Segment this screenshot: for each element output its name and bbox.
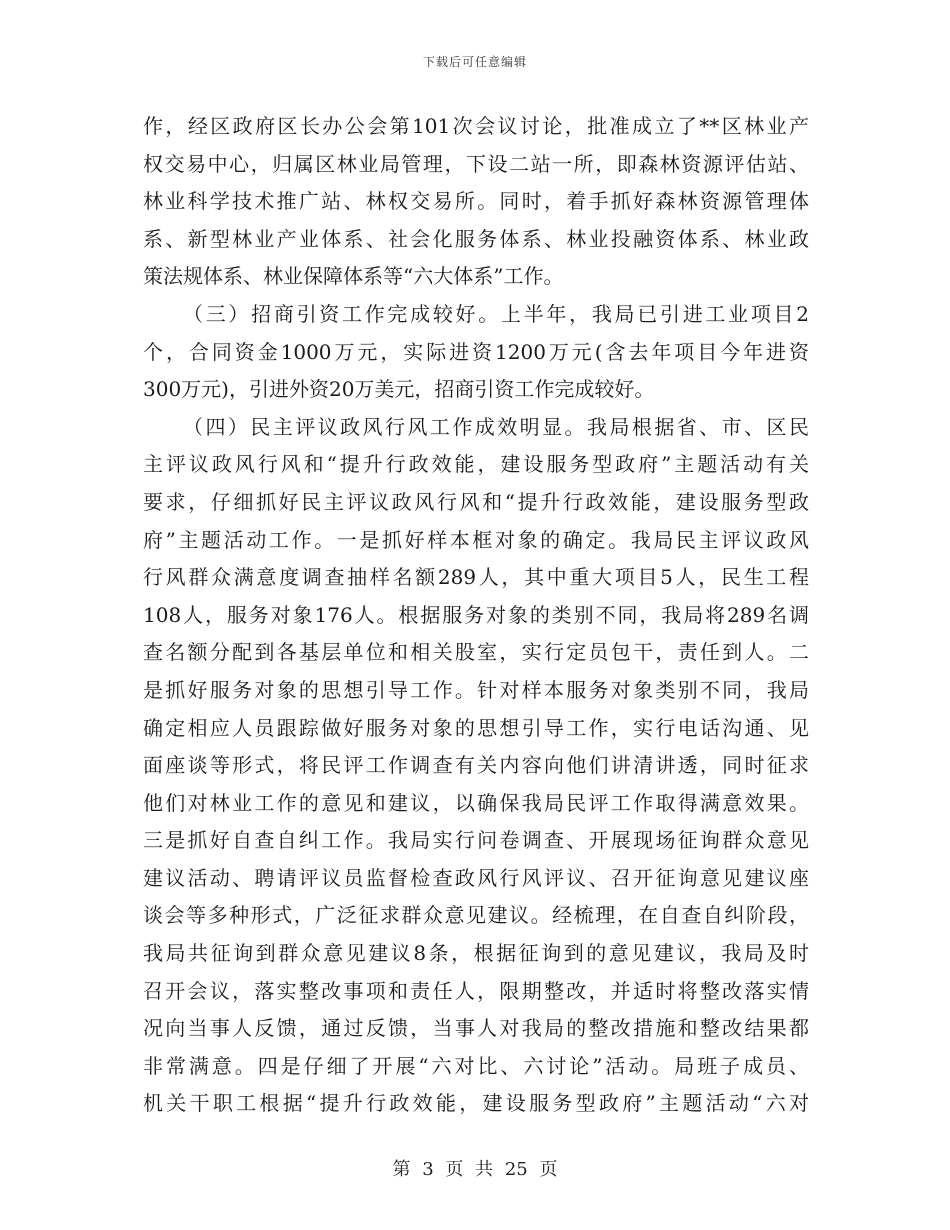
- body-text-line: 作，经区政府区长办公会第101次会议讨论，批准成立了**区林业产: [143, 114, 809, 138]
- body-text-line: 是抓好服务对象的思想引导工作。针对样本服务对象类别不同，我局: [143, 677, 809, 702]
- page-header: 下载后可任意编辑: [422, 55, 527, 69]
- body-text-line: 谈会等多种形式，广泛征求群众意见建议。经梳理，在自查自纠阶段，: [143, 903, 809, 928]
- body-text-line: 三是抓好自查自纠工作。我局实行问卷调查、开展现场征询群众意见: [143, 828, 809, 853]
- page-footer: 第 3 页 共 25 页: [392, 1159, 558, 1180]
- body-text-line: 面座谈等形式，将民评工作调查有关内容向他们讲清讲透，同时征求: [143, 753, 809, 778]
- body-text-line: 权交易中心，归属区林业局管理，下设二站一所，即森林资源评估站、: [143, 151, 809, 176]
- body-text-line: （三）招商引资工作完成较好。上半年，我局已引进工业项目2: [183, 301, 809, 326]
- body-text-line: 策法规体系、林业保障体系等“六大体系”工作。: [143, 264, 564, 289]
- body-text-line: 林业科学技术推广站、林权交易所。同时，着手抓好森林资源管理体: [143, 189, 809, 214]
- body-text-line: 个，合同资金1000万元，实际进资1200万元(含去年项目今年进资: [143, 339, 809, 364]
- body-text-line: 行风群众满意度调查抽样名额289人，其中重大项目5人，民生工程: [143, 565, 809, 590]
- body-text-line: 系、新型林业产业体系、社会化服务体系、林业投融资体系、林业政: [143, 226, 809, 251]
- body-text-line: 建议活动、聘请评议员监督检查政风行风评议、召开征询意见建议座: [143, 865, 809, 890]
- body-text-line: （四）民主评议政风行风工作成效明显。我局根据省、市、区民: [183, 414, 809, 439]
- body-text-line: 府”主题活动工作。一是抓好样本框对象的确定。我局民主评议政风: [143, 527, 809, 552]
- body-text-line: 我局共征询到群众意见建议8条，根据征询到的意见建议，我局及时: [143, 941, 809, 966]
- body-text-line: 确定相应人员跟踪做好服务对象的思想引导工作，实行电话沟通、见: [143, 715, 809, 740]
- body-text-line: 查名额分配到各基层单位和相关股室，实行定员包干，责任到人。二: [143, 640, 809, 665]
- body-text-line: 召开会议，落实整改事项和责任人，限期整改，并适时将整改落实情: [143, 978, 809, 1003]
- body-text-line: 机关干职工根据“提升行政效能，建设服务型政府”主题活动“六对: [143, 1091, 809, 1116]
- document-body: [143, 108, 809, 1123]
- body-text-line: 300万元)，引进外资20万美元，招商引资工作完成较好。: [143, 377, 655, 402]
- body-text-line: 况向当事人反馈，通过反馈，当事人对我局的整改措施和整改结果都: [143, 1016, 809, 1041]
- body-text-line: 主评议政风行风和“提升行政效能，建设服务型政府”主题活动有关: [143, 452, 809, 477]
- body-text-line: 108人，服务对象176人。根据服务对象的类别不同，我局将289名调: [143, 602, 809, 627]
- body-text-line: 非常满意。四是仔细了开展“六对比、六讨论”活动。局班子成员、: [143, 1053, 809, 1078]
- body-text-line: 要求，仔细抓好民主评议政风行风和“提升行政效能，建设服务型政: [143, 489, 809, 514]
- body-text-line: 他们对林业工作的意见和建议，以确保我局民评工作取得满意效果。: [143, 790, 809, 815]
